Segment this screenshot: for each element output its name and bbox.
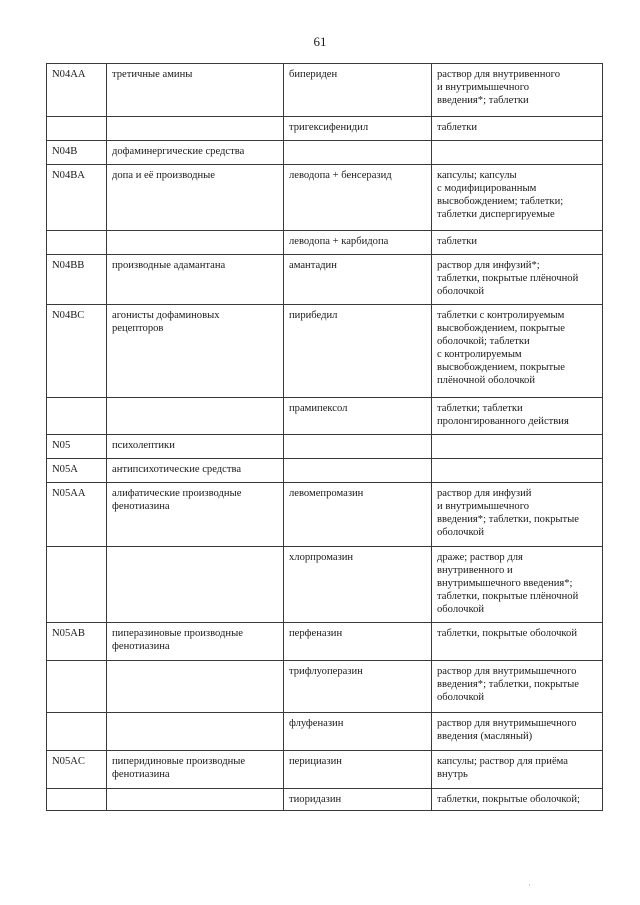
atc-code-cell [47,713,107,751]
atc-code-cell: N04BC [47,305,107,398]
table-row [47,231,603,255]
atc-code-cell [47,789,107,811]
pharmacological-group-cell [107,713,284,751]
atc-code-cell: N04BA [47,165,107,231]
pharmacological-group-cell: производные адамантана [107,255,284,305]
table-row [47,661,603,713]
dosage-form-cell: таблетки, покрытые оболочкой [432,623,603,661]
atc-code-cell [47,661,107,713]
drug-name-cell [284,459,432,483]
table-row [47,751,603,789]
atc-code-cell: N05AA [47,483,107,547]
dosage-form-cell: капсулы; капсулы с модифицированным высвобождением; таблетки; таблетки диспергируемые [432,165,603,231]
atc-code-cell: N04B [47,141,107,165]
drug-name-cell: пирибедил [284,305,432,398]
pharmacological-group-cell: алифатические производные фенотиазина [107,483,284,547]
drug-name-cell: амантадин [284,255,432,305]
pharmacological-group-cell: третичные амины [107,64,284,117]
table-row [47,459,603,483]
atc-code-cell: N05 [47,435,107,459]
atc-code-cell [47,398,107,435]
dosage-form-cell [432,141,603,165]
table-row [47,141,603,165]
dosage-form-cell [432,435,603,459]
pharmacological-group-cell: психолептики [107,435,284,459]
dosage-form-cell: таблетки [432,117,603,141]
dosage-form-cell: раствор для внутримышечного введения (масляный) [432,713,603,751]
pharmacological-group-cell [107,398,284,435]
pharmacological-group-cell [107,117,284,141]
dosage-form-cell: раствор для внутривенного и внутримышечного введения*; таблетки [432,64,603,117]
drug-name-cell: перициазин [284,751,432,789]
dosage-form-cell: таблетки; таблетки пролонгированного действия [432,398,603,435]
medication-table [46,63,603,811]
pharmacological-group-cell [107,547,284,623]
dosage-form-cell [432,459,603,483]
drug-name-cell [284,141,432,165]
drug-name-cell: леводопа + карбидопа [284,231,432,255]
drug-name-cell: бипериден [284,64,432,117]
dosage-form-cell: драже; раствор для внутривенного и внутримышечного введения*; таблетки, покрытые плёночной оболочкой [432,547,603,623]
table-row [47,623,603,661]
table-row [47,398,603,435]
drug-name-cell: прамипексол [284,398,432,435]
pharmacological-group-cell: допа и её производные [107,165,284,231]
table-row [47,789,603,811]
pharmacological-group-cell [107,661,284,713]
atc-code-cell [47,547,107,623]
atc-code-cell [47,231,107,255]
table-row [47,305,603,398]
dosage-form-cell: таблетки с контролируемым высвобождением, покрытые оболочкой; таблетки с контролируемым высвобождением, покрытые плёночной оболочкой [432,305,603,398]
atc-code-cell [47,117,107,141]
table-body [47,64,603,811]
drug-name-cell: тригексифенидил [284,117,432,141]
drug-name-cell: хлорпромазин [284,547,432,623]
dosage-form-cell: капсулы; раствор для приёма внутрь [432,751,603,789]
table-row [47,165,603,231]
table-row [47,713,603,751]
dosage-form-cell: раствор для инфузий и внутримышечного введения*; таблетки, покрытые оболочкой [432,483,603,547]
drug-name-cell: левомепромазин [284,483,432,547]
atc-code-cell: N05A [47,459,107,483]
table-row [47,64,603,117]
drug-name-cell: тиоридазин [284,789,432,811]
drug-name-cell: леводопа + бенсеразид [284,165,432,231]
atc-code-cell: N04BB [47,255,107,305]
drug-name-cell: перфеназин [284,623,432,661]
atc-code-cell: N05AB [47,623,107,661]
table-row [47,255,603,305]
table-row [47,483,603,547]
table-row [47,117,603,141]
pharmacological-group-cell: пиперазиновые производные фенотиазина [107,623,284,661]
dosage-form-cell: раствор для внутримышечного введения*; таблетки, покрытые оболочкой [432,661,603,713]
dosage-form-cell: таблетки, покрытые оболочкой; [432,789,603,811]
pharmacological-group-cell [107,231,284,255]
pharmacological-group-cell: агонисты дофаминовых рецепторов [107,305,284,398]
drug-name-cell: трифлуоперазин [284,661,432,713]
drug-name-cell: флуфеназин [284,713,432,751]
drug-name-cell [284,435,432,459]
medication-table-container [46,63,602,811]
dosage-form-cell: раствор для инфузий*; таблетки, покрытые плёночной оболочкой [432,255,603,305]
page-number: 61 [313,34,327,49]
pharmacological-group-cell: антипсихотические средства [107,459,284,483]
scan-speck: · [528,880,531,890]
pharmacological-group-cell: дофаминергические средства [107,141,284,165]
dosage-form-cell: таблетки [432,231,603,255]
pharmacological-group-cell [107,789,284,811]
atc-code-cell: N04AA [47,64,107,117]
table-row [47,435,603,459]
pharmacological-group-cell: пиперидиновые производные фенотиазина [107,751,284,789]
atc-code-cell: N05AC [47,751,107,789]
table-row [47,547,603,623]
